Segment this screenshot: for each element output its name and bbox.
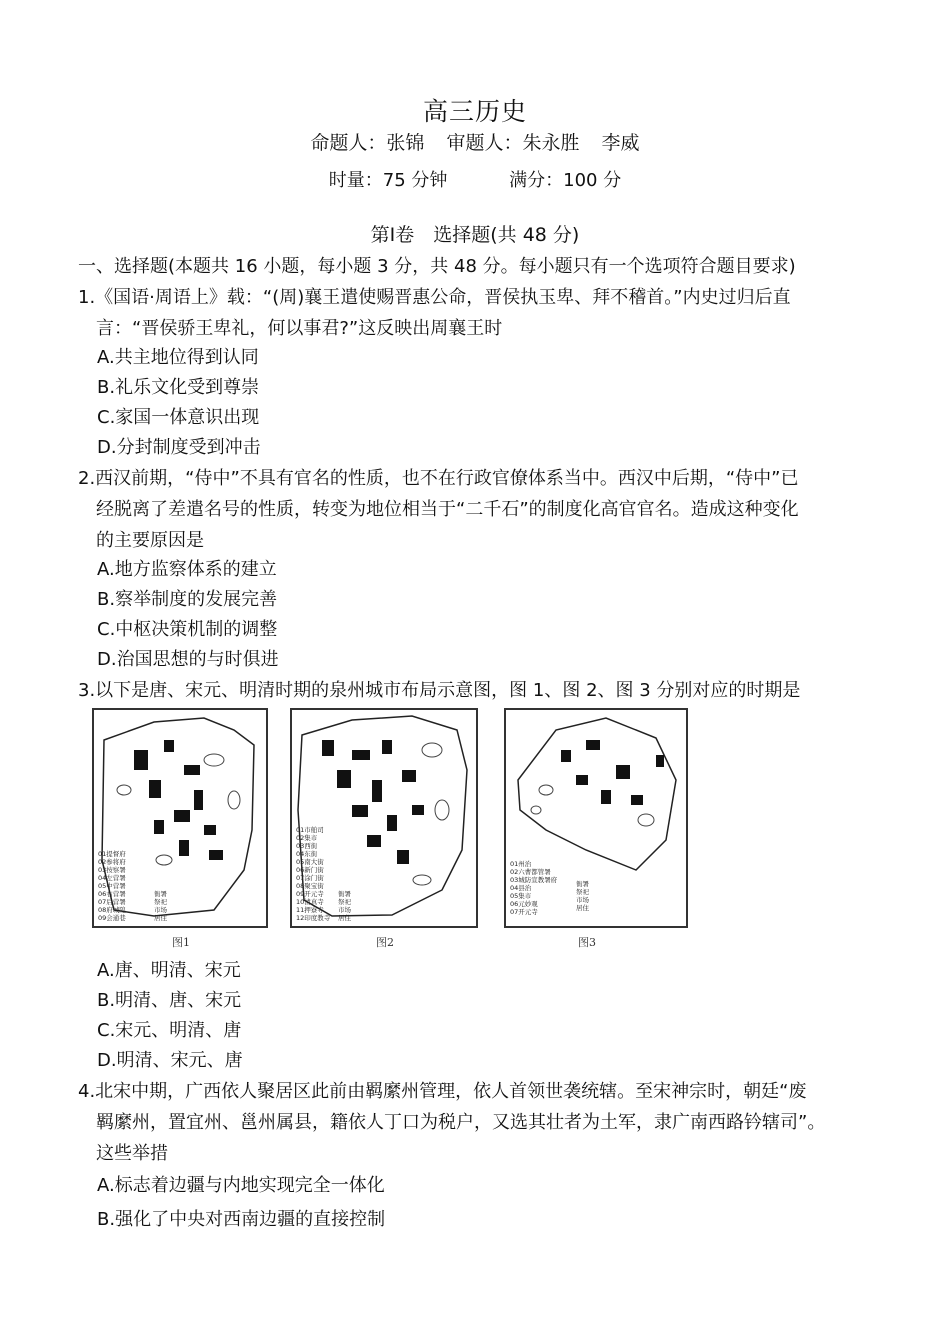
figure-3-legend: [510, 860, 557, 916]
key-item: 市场: [154, 906, 167, 914]
legend-item: 05集市: [510, 892, 532, 900]
question-4-option-a[interactable]: A.标志着边疆与内地实现完全一体化: [97, 1175, 385, 1196]
section-title: 第Ⅰ卷 选择题(共 48 分): [370, 224, 580, 246]
question-4-line-2: 羁縻州，置宜州、邕州属县，籍依人丁口为税户，又选其壮者为土军，隶广南西路钤辖司”。: [96, 1112, 826, 1133]
question-1-line-2: 言：“晋侯骄王卑礼，何以事君?”这反映出周襄王时: [96, 318, 503, 339]
figure-2-keys: [338, 890, 351, 922]
legend-item: 04县治: [510, 884, 532, 892]
question-3-option-a[interactable]: A.唐、明清、宋元: [97, 960, 241, 981]
key-item: 祭祀: [154, 898, 167, 906]
legend-item: 09会通巷: [98, 914, 126, 922]
question-3-option-c[interactable]: C.宋元、明清、唐: [97, 1020, 242, 1041]
exam-meta: [0, 166, 950, 192]
question-4-line-3: 这些举措: [96, 1143, 168, 1164]
legend-item: 06新门街: [296, 866, 324, 874]
question-2-line-3: 的主要原因是: [96, 530, 204, 551]
figure-1-map: [92, 708, 268, 928]
key-item: 市场: [338, 906, 351, 914]
legend-item: 04左营署: [98, 874, 126, 882]
question-2-option-a[interactable]: A.地方监察体系的建立: [97, 559, 277, 580]
figure-1-keys: [154, 890, 167, 922]
legend-item: 04东街: [296, 850, 318, 858]
figure-3-map: [504, 708, 688, 928]
question-1-line-1: 1.《国语·周语上》载：“(周)襄王遣使赐晋惠公命，晋侯执玉卑、拜不稽首。”内史过归后直: [78, 287, 791, 308]
question-2-stem: [78, 463, 878, 556]
key-item: 祭祀: [576, 888, 589, 896]
legend-item: 05南大街: [296, 858, 324, 866]
question-2-line-1: 2.西汉前期，“侍中”不具有官名的性质，也不在行政官僚体系当中。西汉中后期，“侍中”已: [78, 468, 799, 489]
figure-1-legend: [98, 850, 126, 922]
key-item: 居住: [338, 914, 351, 922]
key-item: 居住: [576, 904, 589, 912]
legend-item: 08府城隍: [98, 906, 126, 914]
legend-item: 07后营署: [98, 898, 126, 906]
figure-2-map: [290, 708, 478, 928]
key-item: 祭祀: [338, 898, 351, 906]
question-3-option-b[interactable]: B.明清、唐、宋元: [97, 990, 242, 1011]
legend-item: 01市舶司: [296, 826, 324, 834]
legend-item: 12印度教寺: [296, 914, 331, 922]
question-4-line-1: 4.北宋中期，广西依人聚居区此前由羁縻州管理，依人首领世袭统辖。至宋神宗时，朝廷“废: [78, 1081, 807, 1102]
legend-item: 02六曹都管署: [510, 868, 551, 876]
legend-item: 01州治: [510, 860, 532, 868]
page-title: 高三历史: [422, 97, 527, 126]
legend-item: 02参将府: [98, 858, 126, 866]
legend-item: 07开元寺: [510, 908, 538, 916]
legend-item: 11押寮寺: [296, 906, 324, 914]
question-3-stem: [78, 675, 878, 706]
key-item: 居住: [154, 914, 167, 922]
legend-item: 05中营署: [98, 882, 126, 890]
legend-item: 07涂门街: [296, 874, 324, 882]
legend-item: 03按察署: [98, 866, 126, 874]
question-4-stem: [78, 1076, 878, 1169]
reviewer-label: 审题人：朱永胜: [446, 132, 580, 154]
question-1-stem: [78, 282, 878, 344]
question-3-line-1: 3.以下是唐、宋元、明清时期的泉州城市布局示意图，图 1、图 2、图 3 分别对应的时期是: [78, 680, 801, 701]
question-2-option-d[interactable]: D.治国思想的与时俱进: [97, 649, 279, 670]
question-3-option-d[interactable]: D.明清、宋元、唐: [97, 1050, 243, 1071]
key-item: 衙署: [576, 880, 589, 888]
figure-3-keys: [576, 880, 589, 912]
legend-item: 08聚宝街: [296, 882, 324, 890]
question-1-option-a[interactable]: A.共主地位得到认同: [97, 347, 259, 368]
legend-item: 06元妙观: [510, 900, 538, 908]
legend-item: 03城防宣教署府: [510, 876, 558, 884]
time-limit: 时量：75 分钟: [328, 170, 448, 191]
figure-2-legend: [296, 826, 330, 922]
question-2-option-c[interactable]: C.中枢决策机制的调整: [97, 619, 278, 640]
question-1-option-b[interactable]: B.礼乐文化受到尊崇: [97, 377, 260, 398]
question-1-option-d[interactable]: D.分封制度受到冲击: [97, 437, 261, 458]
section-instruction: 一、选择题(本题共 16 小题，每小题 3 分，共 48 分。每小题只有一个选项符合题目要求): [78, 256, 796, 277]
author-line: [0, 128, 950, 155]
question-2-line-2: 经脱离了差遣名号的性质，转变为地位相当于“二千石”的制度化高官官名。造成这种变化: [96, 499, 799, 520]
question-2-option-b[interactable]: B.察举制度的发展完善: [97, 589, 278, 610]
question-4-option-b[interactable]: B.强化了中央对西南边疆的直接控制: [97, 1209, 386, 1230]
legend-item: 02集市: [296, 834, 318, 842]
legend-item: 03西街: [296, 842, 318, 850]
figure-2-caption: 图2: [376, 936, 394, 949]
figure-1-caption: 图1: [172, 936, 190, 949]
question-1-option-c[interactable]: C.家国一体意识出现: [97, 407, 260, 428]
legend-item: 09开元寺: [296, 890, 324, 898]
key-item: 衙署: [154, 890, 167, 898]
figure-3-caption: 图3: [578, 936, 596, 949]
legend-item: 06右营署: [98, 890, 126, 898]
reviewer-2: 李威: [601, 132, 640, 154]
legend-item: 10清真寺: [296, 898, 324, 906]
author-label: 命题人：张锦: [310, 132, 425, 154]
key-item: 市场: [576, 896, 589, 904]
full-score: 满分：100 分: [509, 170, 622, 191]
legend-item: 01提督府: [98, 850, 126, 858]
key-item: 衙署: [338, 890, 351, 898]
